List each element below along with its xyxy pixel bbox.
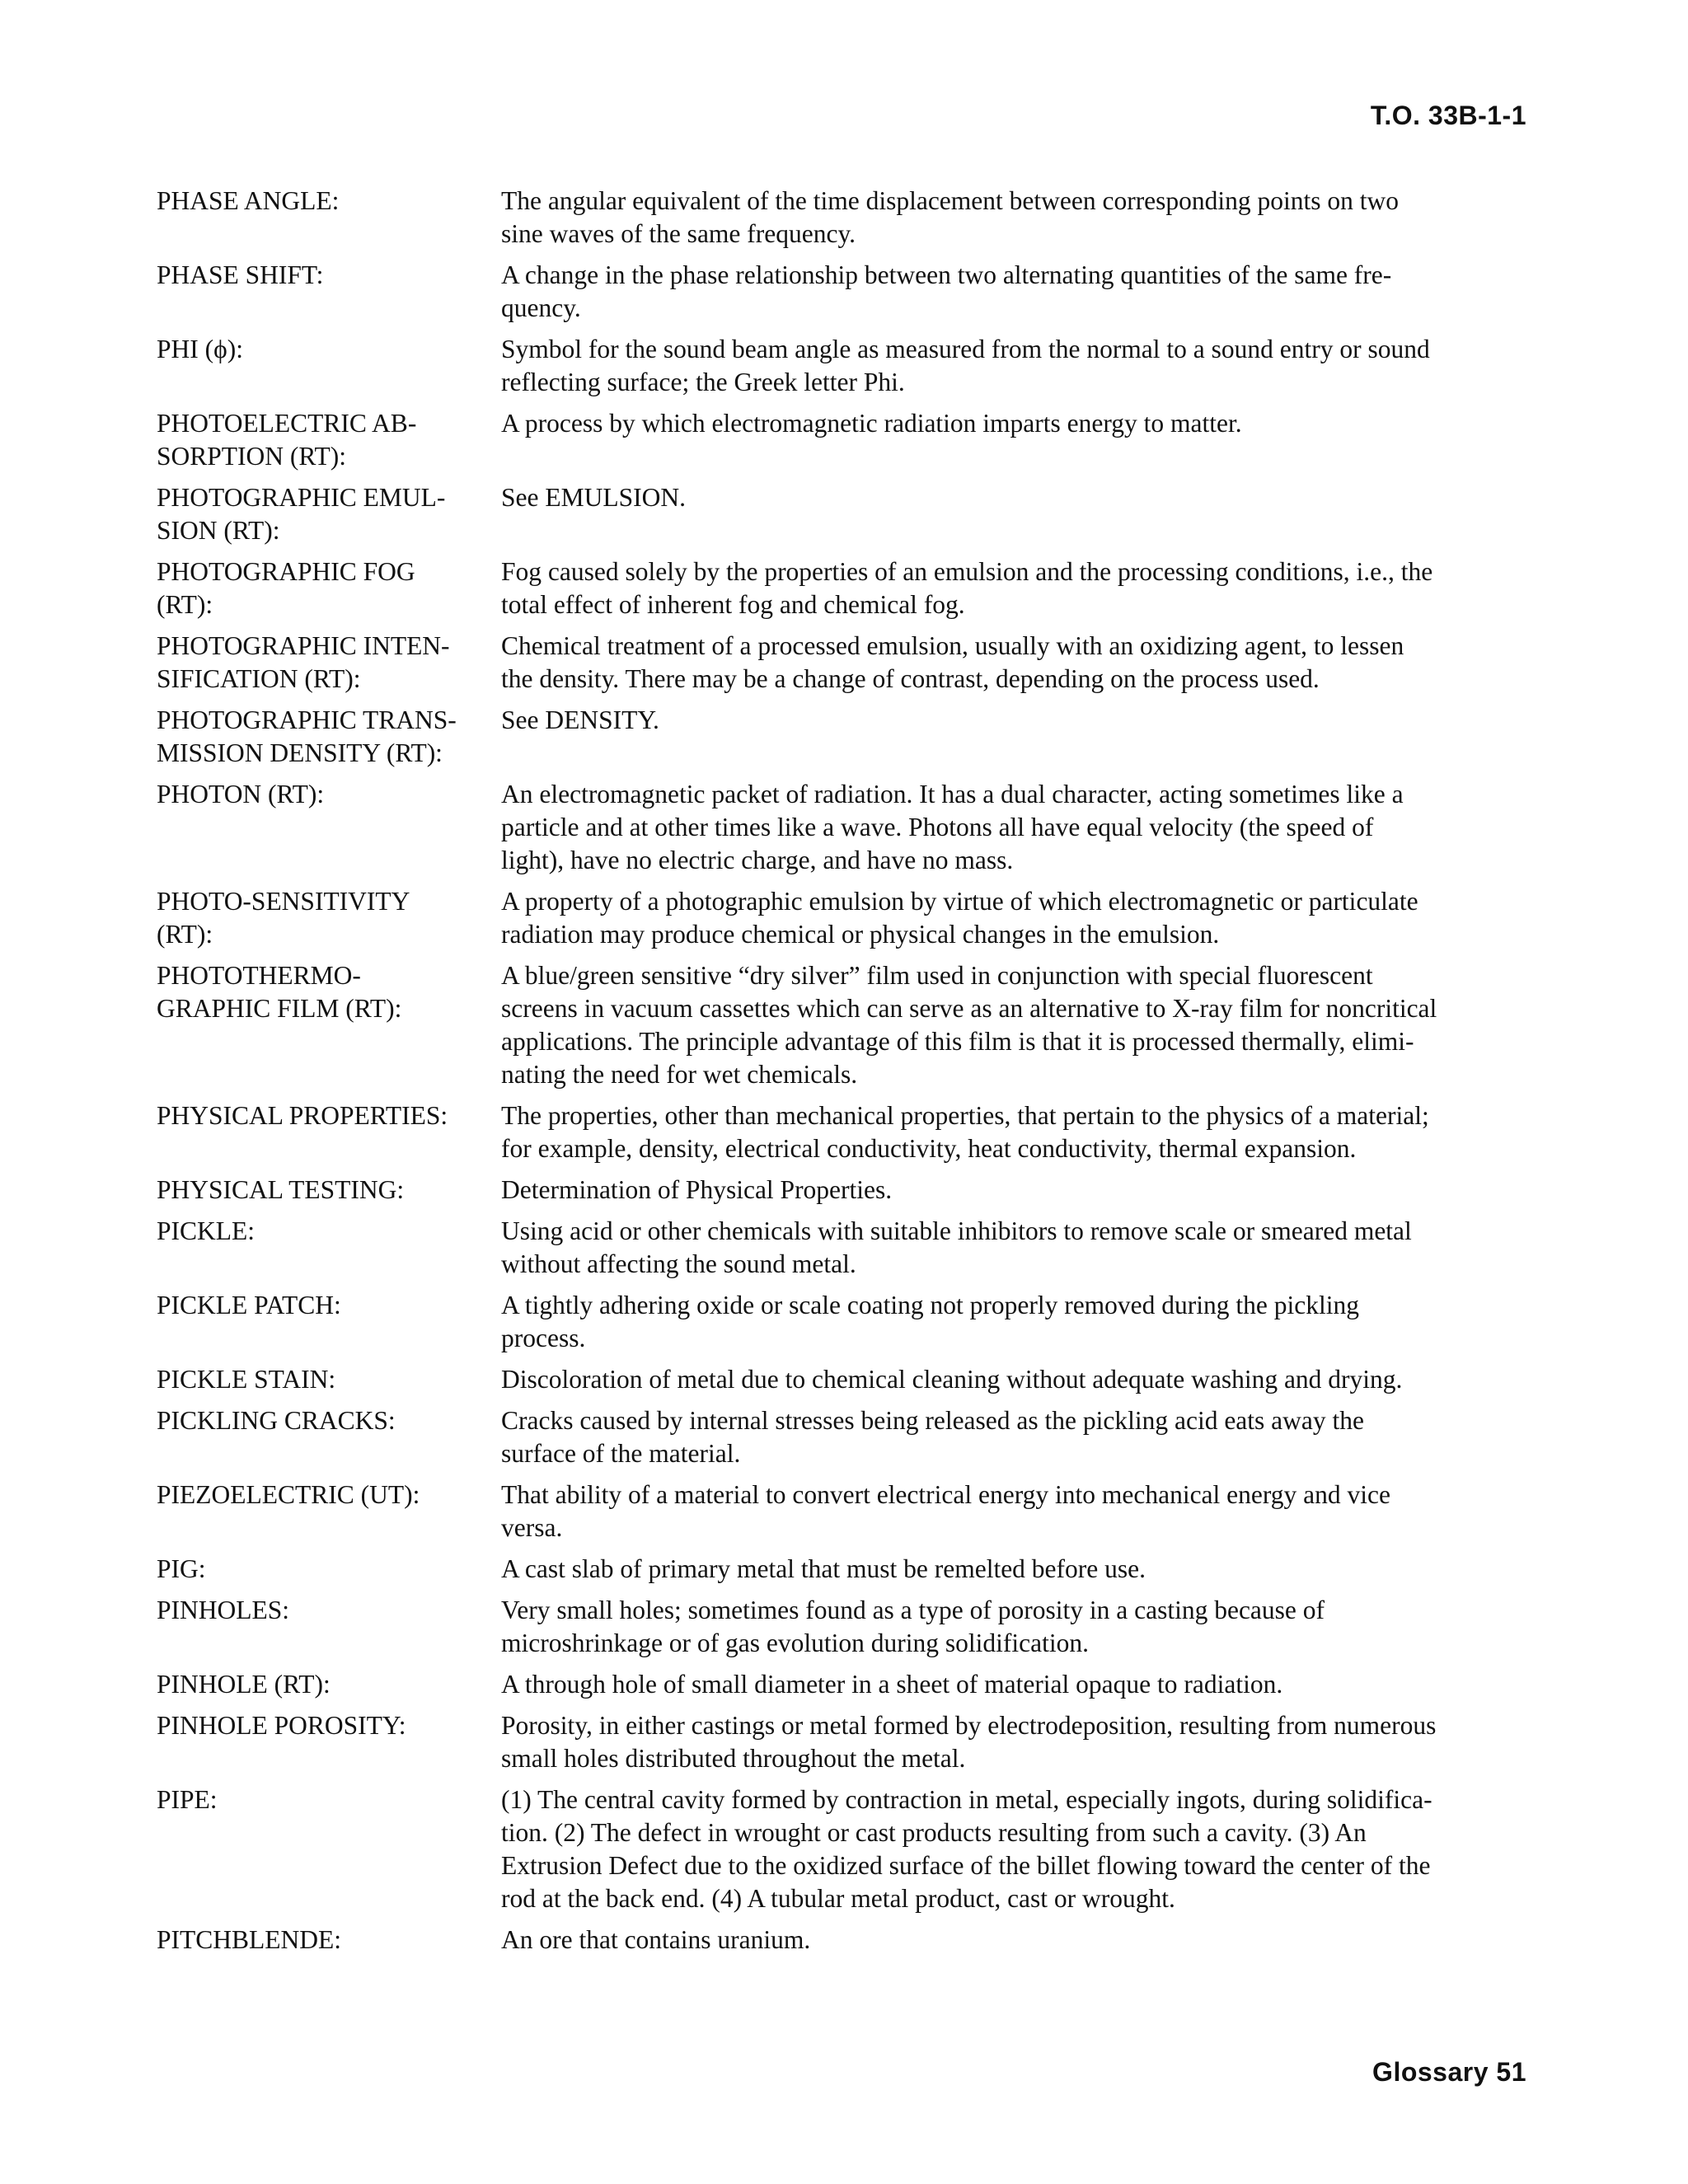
glossary-definition: See EMULSION. bbox=[501, 483, 686, 512]
glossary-term: PICKLE PATCH: bbox=[157, 1291, 341, 1319]
glossary-definition: A through hole of small diameter in a sheet of material opaque to radiation. bbox=[501, 1670, 1283, 1699]
glossary-entry bbox=[157, 1783, 1533, 1915]
glossary-definition: That ability of a material to convert electrical energy into mechanical energy and vice versa. bbox=[501, 1480, 1390, 1542]
glossary-definition: Symbol for the sound beam angle as measured from the normal to a sound entry or sound reflecting surface; the Greek letter Phi. bbox=[501, 335, 1430, 396]
glossary-entry bbox=[157, 333, 1533, 399]
glossary-entry bbox=[157, 1215, 1533, 1281]
glossary-entry bbox=[157, 1174, 1533, 1207]
glossary-entry bbox=[157, 704, 1533, 770]
glossary-entry bbox=[157, 1594, 1533, 1660]
glossary-entry bbox=[157, 1553, 1533, 1586]
glossary-definition: A property of a photographic emulsion by virtue of which electromagnetic or particulate radiation may produce chemical or physical changes in the emulsion. bbox=[501, 887, 1418, 949]
glossary-term: PIEZOELECTRIC (UT): bbox=[157, 1480, 420, 1509]
glossary-term: PITCHBLENDE: bbox=[157, 1925, 341, 1954]
glossary-term: PHOTOGRAPHIC FOG (RT): bbox=[157, 557, 415, 619]
glossary-entry bbox=[157, 1404, 1533, 1470]
glossary-definition: An ore that contains uranium. bbox=[501, 1925, 811, 1954]
glossary-definition: Cracks caused by internal stresses being released as the pickling acid eats away the surface of the material. bbox=[501, 1406, 1364, 1468]
glossary-definition: Discoloration of metal due to chemical cleaning without adequate washing and drying. bbox=[501, 1365, 1403, 1394]
glossary-definition: A blue/green sensitive “dry silver” film used in conjunction with special fluorescent screens in vacuum cassettes which can serve as an alternative to X-ray film for noncritical applications. The principle advantage of this film is that it is processed thermally, elimi- nating the need for wet chemicals. bbox=[501, 961, 1437, 1089]
glossary-term: PICKLE STAIN: bbox=[157, 1365, 336, 1394]
glossary-entry bbox=[157, 885, 1533, 951]
glossary-term: PINHOLES: bbox=[157, 1596, 290, 1624]
glossary-entry bbox=[157, 555, 1533, 621]
glossary-definition: Determination of Physical Properties. bbox=[501, 1175, 893, 1204]
glossary-entry bbox=[157, 1668, 1533, 1701]
glossary-term: PICKLING CRACKS: bbox=[157, 1406, 396, 1435]
glossary-term: PHOTOTHERMO- GRAPHIC FILM (RT): bbox=[157, 961, 402, 1023]
glossary-definition: The angular equivalent of the time displacement between corresponding points on two sine waves of the same frequency. bbox=[501, 186, 1400, 248]
glossary-term: PICKLE: bbox=[157, 1216, 256, 1245]
glossary-entry bbox=[157, 1479, 1533, 1544]
glossary-entry bbox=[157, 1289, 1533, 1355]
glossary-definition: An electromagnetic packet of radiation. It has a dual character, acting sometimes like a particle and at other times like a wave. Photons all have equal velocity (the speed of light), have no electric charge, and have no mass. bbox=[501, 780, 1404, 874]
glossary-definition: Using acid or other chemicals with suitable inhibitors to remove scale or smeared metal without affecting the sound metal. bbox=[501, 1216, 1412, 1278]
glossary-term: PHOTOGRAPHIC TRANS- MISSION DENSITY (RT): bbox=[157, 705, 457, 767]
glossary-entry bbox=[157, 1709, 1533, 1775]
glossary-term: PINHOLE POROSITY: bbox=[157, 1711, 406, 1740]
glossary-definition: Porosity, in either castings or metal formed by electrodeposition, resulting from numerous small holes distributed throughout the metal. bbox=[501, 1711, 1437, 1773]
glossary-term: PHOTO-SENSITIVITY (RT): bbox=[157, 887, 410, 949]
glossary-entry bbox=[157, 1099, 1533, 1165]
glossary-term: PHYSICAL PROPERTIES: bbox=[157, 1101, 448, 1130]
glossary-term: PINHOLE (RT): bbox=[157, 1670, 331, 1699]
glossary-entry bbox=[157, 959, 1533, 1091]
glossary-list bbox=[157, 185, 1533, 1965]
glossary-definition: See DENSITY. bbox=[501, 705, 659, 734]
glossary-entry bbox=[157, 1924, 1533, 1957]
document-number: T.O. 33B-1-1 bbox=[1370, 101, 1526, 130]
glossary-term: PHOTOGRAPHIC EMUL- SION (RT): bbox=[157, 483, 446, 545]
page-number: Glossary 51 bbox=[1372, 2057, 1526, 2087]
glossary-definition: A change in the phase relationship between two alternating quantities of the same fre- quency. bbox=[501, 260, 1392, 322]
glossary-term: PHOTOGRAPHIC INTEN- SIFICATION (RT): bbox=[157, 631, 450, 693]
glossary-definition: (1) The central cavity formed by contraction in metal, especially ingots, during solidifica- tion. (2) The defect in wrought or cast products resulting from such a cavity. (3) An Extrusion Defect due to the oxidized surface of the billet flowing toward the center of the rod at the back end. (4) A tubular metal product, cast or wrought. bbox=[501, 1785, 1432, 1913]
glossary-definition: The properties, other than mechanical properties, that pertain to the physics of a material; for example, density, electrical conductivity, heat conductivity, thermal expansion. bbox=[501, 1101, 1429, 1163]
glossary-term: PHI (ϕ): bbox=[157, 335, 243, 363]
glossary-entry bbox=[157, 778, 1533, 877]
glossary-term: PIG: bbox=[157, 1554, 206, 1583]
glossary-term: PHOTOELECTRIC AB- SORPTION (RT): bbox=[157, 409, 417, 471]
glossary-definition: Fog caused solely by the properties of an emulsion and the processing conditions, i.e., the total effect of inherent fog and chemical fog. bbox=[501, 557, 1433, 619]
glossary-term: PHYSICAL TESTING: bbox=[157, 1175, 405, 1204]
glossary-entry bbox=[157, 185, 1533, 251]
glossary-definition: A cast slab of primary metal that must be remelted before use. bbox=[501, 1554, 1146, 1583]
glossary-entry bbox=[157, 259, 1533, 325]
glossary-definition: Very small holes; sometimes found as a type of porosity in a casting because of microshrinkage or of gas evolution during solidification. bbox=[501, 1596, 1325, 1657]
glossary-term: PHASE SHIFT: bbox=[157, 260, 324, 289]
glossary-definition: Chemical treatment of a processed emulsion, usually with an oxidizing agent, to lessen the density. There may be a change of contrast, depending on the process used. bbox=[501, 631, 1404, 693]
glossary-definition: A tightly adhering oxide or scale coating not properly removed during the pickling process. bbox=[501, 1291, 1359, 1352]
glossary-definition: A process by which electromagnetic radiation imparts energy to matter. bbox=[501, 409, 1242, 438]
glossary-entry bbox=[157, 407, 1533, 473]
glossary-entry bbox=[157, 481, 1533, 547]
glossary-entry bbox=[157, 630, 1533, 696]
glossary-term: PHASE ANGLE: bbox=[157, 186, 340, 215]
glossary-term: PIPE: bbox=[157, 1785, 218, 1814]
glossary-entry bbox=[157, 1363, 1533, 1396]
glossary-term: PHOTON (RT): bbox=[157, 780, 325, 808]
